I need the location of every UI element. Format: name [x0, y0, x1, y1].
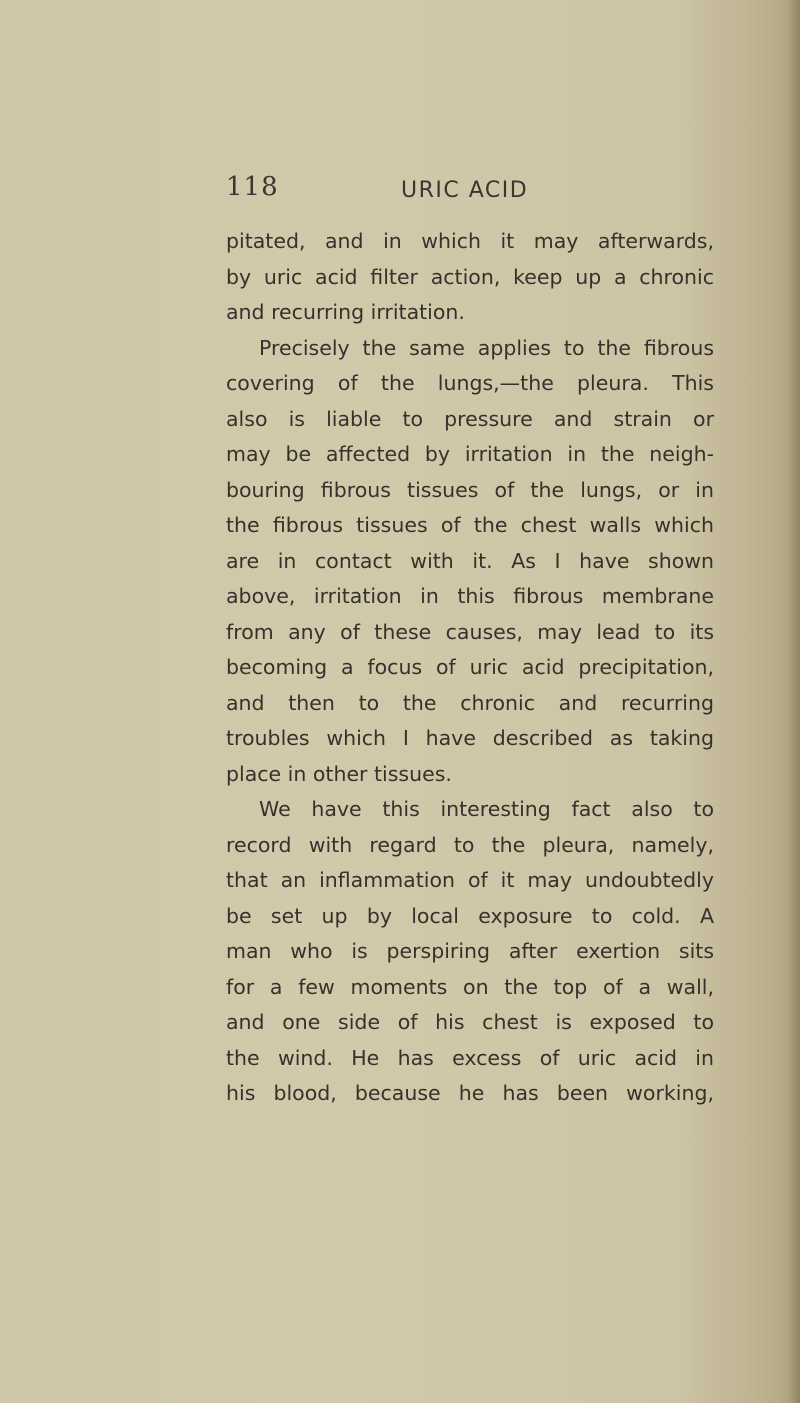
page-number: 118 [226, 172, 279, 202]
text-line: for a few moments on the top of a wall, [226, 974, 714, 999]
text-line: be set up by local exposure to cold. A [226, 903, 714, 928]
text-line: that an inflammation of it may undoubtedly [226, 868, 714, 892]
text-line: becoming a focus of uric acid precipitation, [226, 655, 714, 679]
text-line: place in other tissues. [226, 761, 452, 786]
text-line: pitated, and in which it may afterwards, [226, 229, 714, 253]
text-line: from any of these causes, may lead to its [226, 619, 714, 644]
page-header [226, 170, 726, 210]
text-line: the wind. He has excess of uric acid in [226, 1045, 714, 1070]
body-text [226, 224, 714, 1112]
text-line: troubles which I have described as taking [226, 726, 714, 750]
text-line: and one side of his chest is exposed to [226, 1010, 714, 1034]
text-line: the fibrous tissues of the chest walls which [226, 513, 714, 537]
text-line: We have this interesting fact also to [259, 797, 714, 821]
text-line: by uric acid filter action, keep up a chronic [226, 264, 714, 289]
text-line: record with regard to the pleura, namely, [226, 832, 714, 857]
text-line: and then to the chronic and recurring [226, 690, 714, 715]
page-edge-shadow [788, 0, 800, 1403]
text-line: and recurring irritation. [226, 300, 465, 324]
text-line: above, irritation in this fibrous membrane [226, 584, 714, 608]
text-line: are in contact with it. As I have shown [226, 548, 714, 573]
text-line: covering of the lungs,—the pleura. This [226, 371, 714, 395]
running-head: URIC ACID [401, 178, 529, 203]
text-line: man who is perspiring after exertion sits [226, 939, 714, 963]
text-line: bouring fibrous tissues of the lungs, or in [226, 477, 714, 502]
text-line: also is liable to pressure and strain or [226, 406, 714, 431]
text-line: Precisely the same applies to the fibrous [259, 335, 714, 360]
text-line: may be affected by irritation in the neigh- [226, 442, 714, 466]
text-line: his blood, because he has been working, [226, 1081, 714, 1105]
